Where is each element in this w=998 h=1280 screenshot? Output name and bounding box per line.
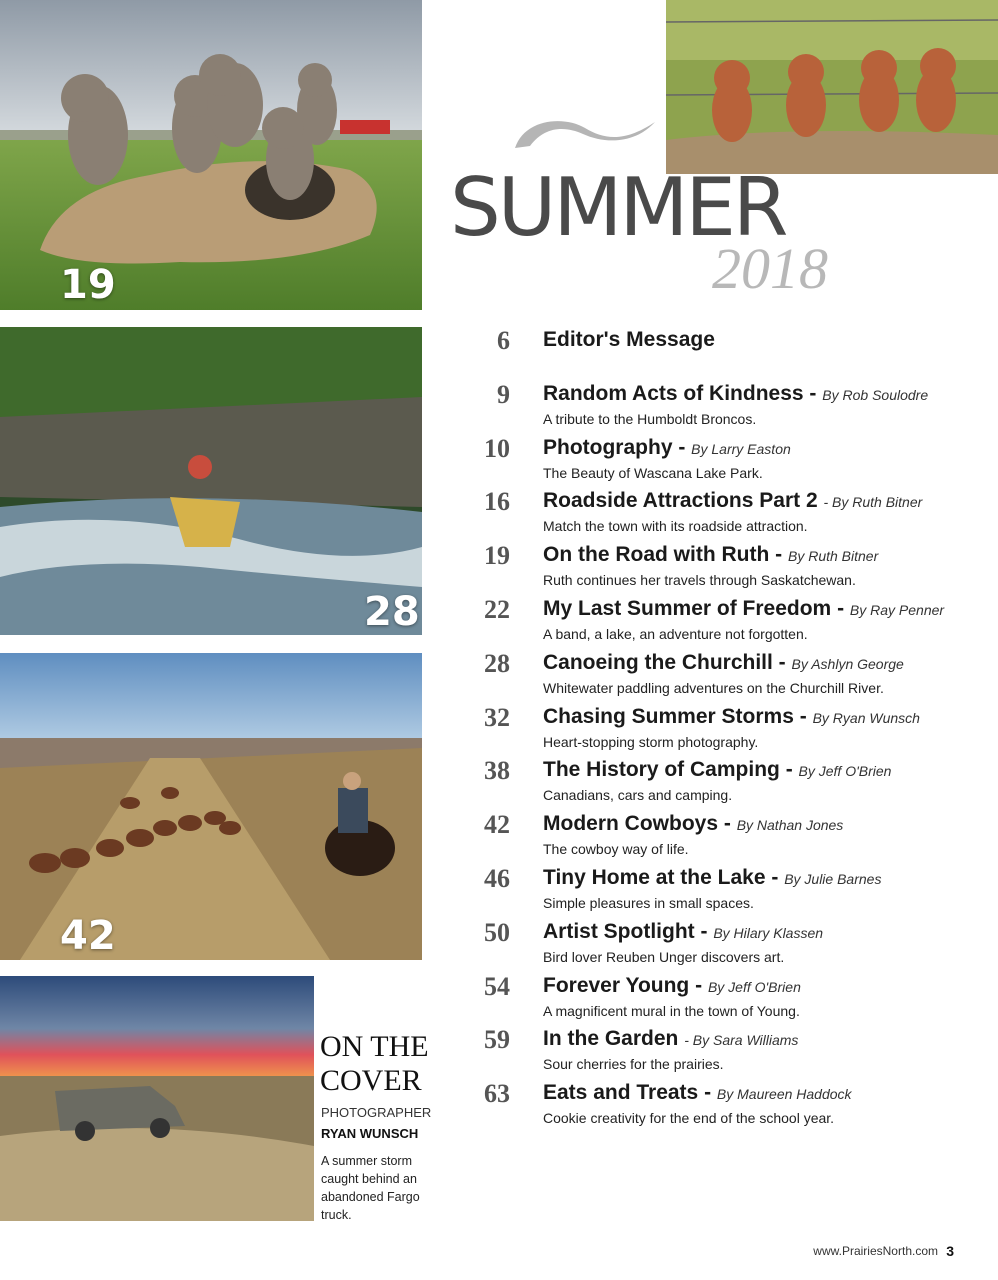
toc-title: Chasing Summer Storms - By Ryan Wunsch bbox=[543, 704, 920, 728]
toc-author: By Larry Easton bbox=[691, 440, 791, 457]
toc-title: In the Garden - By Sara Williams bbox=[543, 1027, 799, 1051]
cover-heading bbox=[320, 1030, 429, 1098]
toc-entry[interactable] bbox=[472, 864, 972, 918]
toc-description: Simple pleasures in small spaces. bbox=[543, 894, 754, 911]
toc-author: - By Sara Williams bbox=[684, 1032, 799, 1049]
toc-description: Heart-stopping storm photography. bbox=[543, 733, 759, 750]
toc-entry[interactable] bbox=[472, 487, 972, 541]
photo-page-number: 19 bbox=[60, 262, 116, 308]
toc-author: By Ray Penner bbox=[849, 601, 945, 618]
toc-entry[interactable] bbox=[472, 1025, 972, 1079]
toc-title: My Last Summer of Freedom - By Ray Penner bbox=[543, 596, 945, 620]
toc-page-number: 54 bbox=[484, 971, 510, 1001]
toc-entry[interactable] bbox=[472, 649, 972, 703]
toc-title: On the Road with Ruth - By Ruth Bitner bbox=[543, 543, 879, 567]
toc-author: By Ryan Wunsch bbox=[812, 709, 920, 726]
toc-entry[interactable] bbox=[472, 972, 972, 1026]
cover-photo bbox=[0, 976, 314, 1221]
toc-author: By Hilary Klassen bbox=[713, 924, 824, 941]
toc-page-number: 50 bbox=[484, 917, 510, 947]
toc-entry[interactable] bbox=[472, 595, 972, 649]
toc-title: Eats and Treats - By Maureen Haddock bbox=[543, 1081, 852, 1105]
toc-description: Whitewater paddling adventures on the Churchill River. bbox=[543, 679, 884, 696]
toc-title: Modern Cowboys - By Nathan Jones bbox=[543, 812, 844, 836]
toc-description: Match the town with its roadside attraction. bbox=[543, 518, 808, 535]
toc-description: Canadians, cars and camping. bbox=[543, 787, 733, 804]
cover-photographer-label: PHOTOGRAPHER bbox=[321, 1105, 432, 1120]
toc-title: Photography - By Larry Easton bbox=[543, 435, 791, 459]
cowboys-photo bbox=[0, 653, 422, 960]
toc-page-number: 9 bbox=[497, 379, 510, 409]
cover-heading-line: COVER bbox=[320, 1064, 422, 1097]
toc-page-number: 38 bbox=[484, 756, 510, 786]
toc-entry[interactable] bbox=[472, 1079, 972, 1133]
toc-title: The History of Camping - By Jeff O'Brien bbox=[543, 758, 892, 782]
toc-title: Artist Spotlight - By Hilary Klassen bbox=[543, 919, 824, 943]
footer-page-number: 3 bbox=[946, 1243, 954, 1259]
photo-page-number: 42 bbox=[60, 913, 116, 959]
toc-author: By Rob Soulodre bbox=[822, 386, 929, 403]
toc-page-number: 10 bbox=[484, 433, 510, 463]
toc-description: A tribute to the Humboldt Broncos. bbox=[543, 410, 757, 427]
toc-page-number: 16 bbox=[484, 487, 510, 517]
footer-url[interactable]: www.PrairiesNorth.com bbox=[813, 1244, 938, 1258]
toc-author: By Ruth Bitner bbox=[787, 548, 879, 565]
toc-description: Bird lover Reuben Unger discovers art. bbox=[543, 948, 785, 965]
issue-year: 2018 bbox=[712, 236, 828, 301]
toc-page-number: 19 bbox=[484, 541, 510, 571]
toc-page-number: 28 bbox=[484, 648, 510, 678]
toc-entry[interactable] bbox=[472, 703, 972, 757]
cover-caption: A summer storm caught behind an abandoned Fargo truck. bbox=[321, 1154, 420, 1222]
toc-entry[interactable] bbox=[472, 918, 972, 972]
toc-page-number: 63 bbox=[484, 1079, 510, 1109]
toc-description: Ruth continues her travels through Saskatchewan. bbox=[543, 572, 856, 589]
toc-page-number: 46 bbox=[484, 863, 510, 893]
toc-page-number: 6 bbox=[497, 326, 510, 355]
toc-description: A magnificent mural in the town of Young. bbox=[543, 1002, 800, 1019]
cover-photographer-name: RYAN WUNSCH bbox=[321, 1126, 419, 1141]
foxes-photo bbox=[666, 0, 998, 174]
toc-author: By Julie Barnes bbox=[784, 870, 882, 887]
toc-description: A band, a lake, an adventure not forgotten. bbox=[543, 625, 808, 642]
cover-heading-line: ON THE bbox=[320, 1030, 429, 1063]
toc-entry[interactable] bbox=[472, 380, 972, 434]
toc-author: - By Ruth Bitner bbox=[823, 494, 923, 511]
toc-title: Random Acts of Kindness - By Rob Soulodre bbox=[543, 381, 929, 405]
issue-season: SUMMER bbox=[450, 161, 786, 254]
toc-description: The cowboy way of life. bbox=[543, 841, 689, 858]
toc-page-number: 22 bbox=[484, 594, 510, 624]
owls-photo bbox=[0, 0, 422, 310]
toc-author: By Ashlyn George bbox=[791, 655, 904, 672]
toc-entry[interactable] bbox=[472, 756, 972, 810]
canoe-photo bbox=[0, 327, 422, 635]
toc-title: Canoeing the Churchill - By Ashlyn George bbox=[543, 650, 904, 674]
toc-entry[interactable] bbox=[472, 326, 972, 380]
toc-page-number: 59 bbox=[484, 1025, 510, 1055]
toc-entry[interactable] bbox=[472, 541, 972, 595]
toc-description: The Beauty of Wascana Lake Park. bbox=[543, 464, 763, 481]
toc-title: Forever Young - By Jeff O'Brien bbox=[543, 973, 801, 997]
toc-description: Cookie creativity for the end of the school year. bbox=[543, 1110, 835, 1127]
toc-entry[interactable] bbox=[472, 810, 972, 864]
toc-author: By Jeff O'Brien bbox=[707, 978, 801, 995]
toc-title: Roadside Attractions Part 2 - By Ruth Bitner bbox=[543, 489, 923, 513]
toc-title: Editor's Message bbox=[543, 328, 715, 351]
toc-page-number: 32 bbox=[484, 702, 510, 732]
photo-page-number: 28 bbox=[364, 589, 420, 635]
toc-page-number: 42 bbox=[484, 810, 510, 840]
toc-description: Sour cherries for the prairies. bbox=[543, 1056, 724, 1073]
toc-author: By Nathan Jones bbox=[736, 817, 844, 834]
toc-entry[interactable] bbox=[472, 434, 972, 488]
toc-author: By Jeff O'Brien bbox=[798, 763, 892, 780]
toc-title: Tiny Home at the Lake - By Julie Barnes bbox=[543, 865, 882, 889]
toc-author: By Maureen Haddock bbox=[716, 1086, 852, 1103]
table-of-contents bbox=[472, 326, 972, 1133]
flourish-ornament bbox=[505, 108, 665, 156]
